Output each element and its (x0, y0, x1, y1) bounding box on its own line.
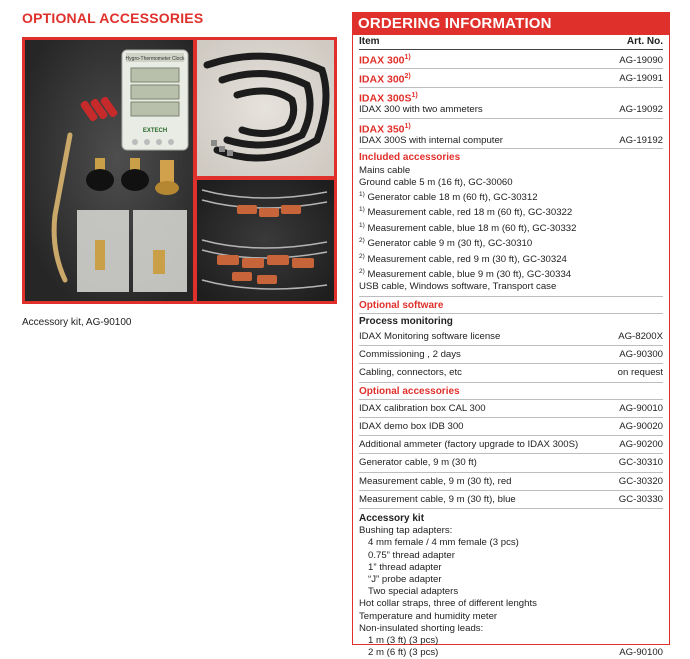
footnote-marker: 2) (404, 72, 411, 80)
kit-item-text: Hot collar straps, three of different lenghts (359, 598, 537, 610)
product-artno: AG-19092 (619, 104, 663, 116)
footnote-marker: 1) (359, 221, 365, 229)
product-name-text: IDAX 300 (359, 54, 405, 67)
product-name (359, 121, 411, 136)
footnote-marker: 2) (359, 237, 365, 245)
red-plugs (79, 96, 118, 123)
kit-item-text: Temperature and humidity meter (359, 610, 498, 622)
kit-item-text: Two special adapters (368, 586, 459, 598)
product-desc: IDAX 300S with internal computer (359, 135, 503, 147)
product-row (359, 69, 663, 88)
photo-caption: Accessory kit, AG-90100 (22, 317, 132, 328)
order-row (359, 364, 663, 382)
footnote-marker: 1) (404, 122, 411, 130)
order-item: Generator cable, 9 m (30 ft) (359, 457, 477, 469)
kit-item (359, 635, 663, 647)
included-item (359, 235, 663, 250)
kit-item (359, 550, 663, 562)
order-row (359, 346, 663, 364)
product-row (359, 119, 663, 150)
order-artno: GC-30310 (618, 457, 663, 469)
svg-text:EXTECH: EXTECH (142, 128, 168, 134)
included-item-text: Generator cable 9 m (30 ft), GC-30310 (364, 238, 533, 250)
order-artno: AG-90020 (619, 421, 663, 432)
footnote-marker: 2) (359, 267, 365, 275)
order-row (359, 400, 663, 418)
included-item-text: Measurement cable, blue 18 m (60 ft), GC-30332 (364, 223, 577, 234)
order-row (359, 473, 663, 491)
product-head (359, 90, 663, 105)
order-artno: AG-8200X (618, 330, 663, 342)
included-item-text: Measurement cable, blue 9 m (30 ft), GC-30334 (364, 269, 572, 281)
order-artno: GC-30330 (618, 493, 663, 505)
order-artno: AG-90300 (619, 349, 663, 361)
order-artno: on request (617, 367, 663, 379)
order-artno: GC-30320 (618, 475, 663, 487)
ordering-header: ORDERING INFORMATION (353, 13, 669, 35)
included-item (359, 204, 663, 219)
product-name-text: IDAX 350 (359, 123, 405, 136)
included-item (359, 177, 663, 189)
order-item: Additional ammeter (factory upgrade to IDAX 300S) (359, 439, 579, 451)
product-row (359, 88, 663, 119)
footnote-marker: 1) (359, 206, 365, 214)
included-item-text: Mains cable (359, 164, 411, 176)
humidity-meter (122, 50, 188, 150)
col-artno-header: Art. No. (626, 36, 663, 47)
kit-item-text: 4 mm female / 4 mm female (3 pcs) (368, 537, 519, 549)
hot-collar-straps-photo (197, 40, 334, 176)
accessory-kit-photo (25, 40, 193, 301)
product-artno: AG-19091 (619, 73, 663, 85)
included-item-text: USB cable, Windows software, Transport case (359, 281, 557, 293)
col-item-header: Item (359, 36, 380, 47)
kit-item-text: 0.75” thread adapter (368, 549, 455, 561)
kit-item (359, 525, 663, 537)
order-row (359, 328, 663, 346)
product-name (359, 71, 411, 86)
kit-item (359, 611, 663, 623)
optional-software-title: Optional software (359, 297, 663, 314)
product-name-text: IDAX 300 (359, 73, 405, 86)
included-item (359, 281, 663, 293)
included-item-text: Measurement cable, red 9 m (30 ft), GC-30324 (364, 253, 567, 265)
order-artno: AG-90010 (619, 402, 663, 414)
order-item: Cabling, connectors, etc (359, 367, 462, 379)
kit-item-text: Non-insulated shorting leads: (359, 622, 484, 634)
kit-item (359, 647, 663, 659)
kit-item (359, 586, 663, 598)
included-item-text: Generator cable 18 m (60 ft), GC-30312 (364, 192, 538, 204)
kit-item (359, 574, 663, 586)
order-item: Measurement cable, 9 m (30 ft), blue (359, 493, 516, 505)
included-item (359, 220, 663, 235)
j-probe (54, 135, 70, 280)
process-monitoring-subtitle: Process monitoring (359, 315, 453, 327)
footnote-marker: 1) (359, 191, 365, 199)
product-desc-row (359, 104, 663, 116)
included-item (359, 266, 663, 281)
shorting-leads-photo (197, 180, 334, 301)
product-name (359, 52, 411, 67)
order-item: Measurement cable, 9 m (30 ft), red (359, 475, 512, 487)
accessory-kit-title: Accessory kit (359, 513, 425, 525)
kit-item (359, 623, 663, 635)
order-item: IDAX calibration box CAL 300 (359, 402, 486, 414)
footnote-marker: 1) (411, 91, 418, 99)
column-headers (359, 35, 663, 50)
order-item: IDAX demo box IDB 300 (359, 421, 464, 432)
included-item-text: Ground cable 5 m (16 ft), GC-30060 (359, 176, 513, 188)
ordering-panel (352, 12, 670, 659)
order-row (359, 418, 663, 436)
kit-item-text: “J” probe adapter (368, 574, 442, 586)
product-name-text: IDAX 300S (359, 92, 412, 105)
order-item: IDAX Monitoring software license (359, 330, 501, 342)
footnote-marker: 1) (404, 54, 411, 62)
order-item: Commissioning , 2 days (359, 349, 461, 361)
left-title: OPTIONAL ACCESSORIES (22, 10, 204, 26)
product-desc-row (359, 135, 663, 147)
included-accessories-list (359, 165, 663, 297)
product-artno: AG-19192 (619, 135, 663, 147)
order-artno: AG-90200 (619, 439, 663, 451)
product-head (359, 121, 663, 136)
included-item (359, 189, 663, 204)
kit-item (359, 537, 663, 549)
order-row (359, 454, 663, 472)
order-row (359, 491, 663, 509)
kit-item (359, 598, 663, 610)
footnote-marker: 2) (359, 252, 365, 260)
kit-artno: AG-90100 (619, 647, 663, 659)
thread-adapters (86, 158, 179, 195)
product-head (359, 71, 663, 86)
product-row (359, 50, 663, 69)
kit-item-text: Bushing tap adapters: (359, 525, 453, 537)
included-accessories-title: Included accessories (359, 152, 461, 164)
svg-text:Hygro-Thermometer Clock: Hygro-Thermometer Clock (125, 56, 185, 62)
included-item-text: Measurement cable, red 18 m (60 ft), GC-30322 (364, 207, 573, 219)
product-desc: IDAX 300 with two ammeters (359, 104, 483, 116)
order-row (359, 436, 663, 454)
kit-item-text: 1” thread adapter (368, 561, 442, 573)
kit-item-text: 1 m (3 ft) (3 pcs) (368, 635, 439, 647)
optional-accessories-title: Optional accessories (359, 383, 663, 400)
product-head (359, 52, 663, 67)
product-artno: AG-19090 (619, 54, 663, 66)
included-item (359, 251, 663, 266)
included-item (359, 165, 663, 177)
product-name (359, 90, 418, 105)
kit-item-text: 2 m (6 ft) (3 pcs) (368, 647, 439, 659)
kit-item (359, 562, 663, 574)
